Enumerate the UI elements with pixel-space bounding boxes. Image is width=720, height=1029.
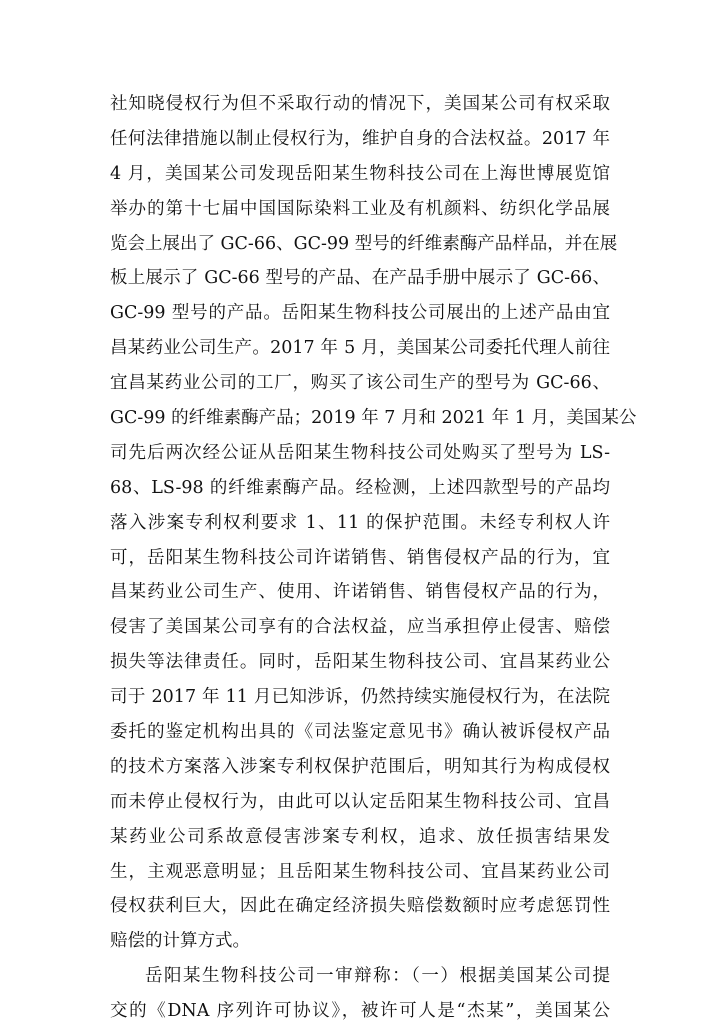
text-line: 生，主观恶意明显；且岳阳某生物科技公司、宜昌某药业公司	[110, 861, 610, 882]
text-line: 板上展示了 GC-66 型号的产品、在产品手册中展示了 GC-66、	[110, 268, 610, 289]
text-line: GC-99 的纤维素酶产品；2019 年 7 月和 2021 年 1 月，美国某公	[110, 408, 637, 429]
text-line: 岳阳某生物科技公司一审辩称：（一）根据美国某公司提	[145, 966, 610, 987]
text-line: 损失等法律责任。同时，岳阳某生物科技公司、宜昌某药业公	[110, 652, 610, 673]
text-line: 赔偿的计算方式。	[110, 931, 250, 952]
text-line: 侵害了美国某公司享有的合法权益，应当承担停止侵害、赔偿	[110, 617, 610, 638]
text-line: 侵权获利巨大，因此在确定经济损失赔偿数额时应考虑惩罚性	[110, 896, 610, 917]
document-body	[110, 87, 637, 1029]
paragraph	[110, 959, 610, 1029]
text-line: 可，岳阳某生物科技公司许诺销售、销售侵权产品的行为，宜	[110, 547, 610, 568]
text-line: 4 月，美国某公司发现岳阳某生物科技公司在上海世博展览馆	[110, 163, 610, 184]
text-line: 某药业公司系故意侵害涉案专利权，追求、放任损害结果发	[110, 826, 610, 847]
paragraph	[110, 87, 637, 959]
text-line: 昌某药业公司生产。2017 年 5 月，美国某公司委托代理人前往	[110, 338, 610, 359]
text-line: 览会上展出了 GC-66、GC-99 型号的纤维素酶产品样品，并在展	[110, 233, 618, 254]
text-line: 社知晓侵权行为但不采取行动的情况下，美国某公司有权采取	[110, 94, 610, 114]
text-line: 举办的第十七届中国国际染料工业及有机颜料、纺织化学品展	[110, 198, 610, 219]
text-line: GC-99 型号的产品。岳阳某生物科技公司展出的上述产品由宜	[110, 303, 610, 324]
text-line: 而未停止侵权行为，由此可以认定岳阳某生物科技公司、宜昌	[110, 791, 610, 812]
text-line: 司先后两次经公证从岳阳某生物科技公司处购买了型号为 LS-	[110, 442, 610, 463]
text-line: 落入涉案专利权利要求 1、11 的保护范围。未经专利权人许	[110, 512, 610, 533]
text-line: 的技术方案落入涉案专利权保护范围后，明知其行为构成侵权	[110, 756, 610, 777]
text-line: 宜昌某药业公司的工厂，购买了该公司生产的型号为 GC-66、	[110, 373, 610, 394]
text-line: 司于 2017 年 11 月已知涉诉，仍然持续实施侵权行为，在法院	[110, 687, 610, 708]
text-line: 昌某药业公司生产、使用、许诺销售、销售侵权产品的行为，	[110, 582, 610, 603]
text-line: 任何法律措施以制止侵权行为，维护自身的合法权益。2017 年	[110, 128, 610, 149]
text-line: 68、LS-98 的纤维素酶产品。经检测，上述四款型号的产品均	[110, 477, 610, 498]
text-line: 委托的鉴定机构出具的《司法鉴定意见书》确认被诉侵权产品	[110, 722, 610, 743]
text-line: 交的《DNA 序列许可协议》，被许可人是“杰某”，美国某公	[110, 1001, 610, 1022]
